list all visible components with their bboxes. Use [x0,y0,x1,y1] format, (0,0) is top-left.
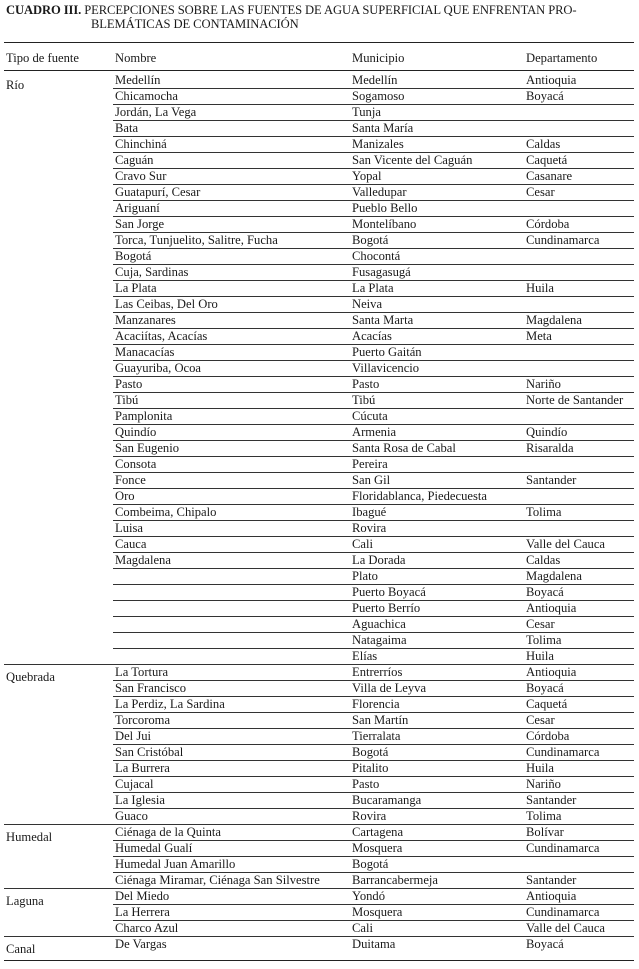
cell-municipio: Entrerríos [352,665,403,679]
cell-municipio: Duitama [352,937,396,951]
cell-departamento: Magdalena [526,569,582,583]
cell-nombre: Medellín [115,73,161,87]
cell-municipio: Fusagasugá [352,265,411,279]
cell-municipio: Acacías [352,329,392,343]
cell-municipio: Tunja [352,105,381,119]
cell-nombre: Cauca [115,537,147,551]
cell-departamento: Casanare [526,169,573,183]
cell-municipio: La Plata [352,281,394,295]
cell-departamento: Antioquia [526,73,577,87]
cell-departamento: Huila [526,281,554,295]
cell-municipio: Cúcuta [352,409,388,423]
cell-departamento: Antioquia [526,665,577,679]
cell-nombre: San Jorge [115,217,165,231]
cell-municipio: Pitalito [352,761,389,775]
cell-departamento: Antioquia [526,889,577,903]
cell-municipio: Santa Marta [352,313,414,327]
cell-nombre: De Vargas [115,937,167,951]
cell-nombre: Manacacías [115,345,175,359]
cell-departamento: Boyacá [526,585,564,599]
cell-departamento: Boyacá [526,89,564,103]
cell-municipio: Chocontá [352,249,401,263]
cell-municipio: Tierralata [352,729,401,743]
cell-municipio: Pasto [352,377,380,391]
cell-municipio: Montelíbano [352,217,417,231]
cell-nombre: Humedal Gualí [115,841,193,855]
header-tipo: Tipo de fuente [6,51,79,65]
cell-municipio: Bucaramanga [352,793,422,807]
header-municipio: Municipio [352,51,405,65]
cell-nombre: Consota [115,457,157,471]
cell-municipio: Manizales [352,137,404,151]
cell-nombre: Humedal Juan Amarillo [115,857,236,871]
cell-nombre: Chinchiná [115,137,167,151]
cell-departamento: Caquetá [526,697,568,711]
cell-departamento: Nariño [526,377,561,391]
cell-municipio: Villavicencio [352,361,420,375]
cell-nombre: Pamplonita [115,409,173,423]
cell-municipio: Pereira [352,457,388,471]
cell-municipio: Bogotá [352,857,389,871]
cell-municipio: Neiva [352,297,383,311]
cell-departamento: Caldas [526,137,561,151]
cell-departamento: Tolima [526,809,562,823]
cell-departamento: Cesar [526,713,555,727]
cell-tipo: Quebrada [6,670,55,684]
cell-departamento: Quindío [526,425,568,439]
cell-municipio: San Martín [352,713,409,727]
cell-nombre: San Eugenio [115,441,180,455]
cell-nombre: Del Miedo [115,889,170,903]
cell-departamento: Valle del Cauca [526,921,606,935]
cell-municipio: Cali [352,921,373,935]
header-rule [4,70,634,71]
cell-nombre: Ariguaní [115,201,160,215]
cell-municipio: Mosquera [352,905,403,919]
cell-nombre: Guaco [115,809,148,823]
cell-municipio: Medellín [352,73,398,87]
cell-departamento: Norte de Santander [526,393,624,407]
cell-municipio: Tibú [352,393,376,407]
cell-departamento: Huila [526,761,554,775]
cell-nombre: Manzanares [115,313,176,327]
cell-municipio: San Gil [352,473,391,487]
cell-departamento: Cundinamarca [526,841,600,855]
cell-nombre: La Burrera [115,761,170,775]
cell-nombre: Cuja, Sardinas [115,265,189,279]
cell-municipio: Pasto [352,777,380,791]
cell-nombre: La Tortura [115,665,169,679]
cell-municipio: Floridablanca, Piedecuesta [352,489,487,503]
cell-nombre: Jordán, La Vega [115,105,197,119]
bottom-rule [4,960,634,961]
cell-municipio: Yopal [352,169,382,183]
cell-departamento: Nariño [526,777,561,791]
cell-municipio: Mosquera [352,841,403,855]
cell-departamento: Cundinamarca [526,233,600,247]
cell-departamento: Tolima [526,633,562,647]
cell-nombre: San Francisco [115,681,186,695]
cell-nombre: La Perdiz, La Sardina [115,697,225,711]
cell-nombre: La Plata [115,281,157,295]
cell-departamento: Boyacá [526,937,564,951]
cell-departamento: Cesar [526,617,555,631]
cell-nombre: Del Jui [115,729,152,743]
cell-departamento: Córdoba [526,729,570,743]
cell-departamento: Tolima [526,505,562,519]
table-caption [6,3,636,31]
cell-departamento: Cesar [526,185,555,199]
cell-municipio: Armenia [352,425,397,439]
cell-nombre: Chicamocha [115,89,178,103]
cell-tipo: Canal [6,942,36,956]
cell-departamento: Caquetá [526,153,568,167]
caption-text-line2: BLEMÁTICAS DE CONTAMINACIÓN [91,17,299,31]
cell-nombre: Las Ceibas, Del Oro [115,297,218,311]
cell-nombre: Fonce [115,473,146,487]
cell-nombre: Magdalena [115,553,171,567]
header-nombre: Nombre [115,51,157,65]
cell-nombre: Ciénaga de la Quinta [115,825,221,839]
cell-municipio: Bogotá [352,745,389,759]
cell-municipio: Pueblo Bello [352,201,418,215]
cell-municipio: Yondó [352,889,386,903]
cell-nombre: Guayuriba, Ocoa [115,361,202,375]
cell-tipo: Humedal [6,830,53,844]
cell-departamento: Bolívar [526,825,564,839]
cell-nombre: Bogotá [115,249,152,263]
cell-nombre: Cravo Sur [115,169,167,183]
cell-departamento: Huila [526,649,554,663]
cell-municipio: Cali [352,537,373,551]
cell-municipio: Bogotá [352,233,389,247]
cell-municipio: Villa de Leyva [352,681,427,695]
cell-municipio: La Dorada [352,553,406,567]
cell-departamento: Caldas [526,553,561,567]
cell-nombre: Combeima, Chipalo [115,505,217,519]
cell-municipio: Santa María [352,121,414,135]
cell-departamento: Magdalena [526,313,582,327]
cell-departamento: Valle del Cauca [526,537,606,551]
cell-municipio: Aguachica [352,617,406,631]
cell-municipio: Rovira [352,521,387,535]
caption-label: CUADRO III. [6,3,82,17]
cell-departamento: Santander [526,473,577,487]
cell-departamento: Cundinamarca [526,905,600,919]
top-rule [4,42,634,43]
cell-departamento: Risaralda [526,441,574,455]
cell-nombre: La Iglesia [115,793,165,807]
cell-municipio: Rovira [352,809,387,823]
cell-nombre: Acaciítas, Acacías [115,329,208,343]
cell-municipio: Puerto Boyacá [352,585,426,599]
cell-nombre: Torca, Tunjuelito, Salitre, Fucha [115,233,278,247]
cell-municipio: Sogamoso [352,89,405,103]
cell-municipio: Cartagena [352,825,404,839]
cell-departamento: Córdoba [526,217,570,231]
cell-nombre: Guatapurí, Cesar [115,185,201,199]
cell-departamento: Meta [526,329,552,343]
cell-nombre: San Cristóbal [115,745,184,759]
cell-municipio: Florencia [352,697,400,711]
cell-nombre: Torcoroma [115,713,171,727]
cell-nombre: Cujacal [115,777,154,791]
cell-departamento: Santander [526,873,577,887]
cell-nombre: Quindío [115,425,157,439]
cell-municipio: Natagaima [352,633,407,647]
cell-nombre: Charco Azul [115,921,179,935]
cell-municipio: Elías [352,649,378,663]
cell-municipio: Valledupar [352,185,407,199]
caption-text-line1: PERCEPCIONES SOBRE LAS FUENTES DE AGUA SUPERFICIAL QUE ENFRENTAN PRO- [84,3,577,17]
cell-departamento: Antioquia [526,601,577,615]
cell-municipio: Puerto Berrío [352,601,421,615]
cell-nombre: Pasto [115,377,143,391]
header-departamento: Departamento [526,51,598,65]
cell-nombre: Tibú [115,393,139,407]
cell-nombre: Caguán [115,153,154,167]
cell-departamento: Cundinamarca [526,745,600,759]
cell-tipo: Río [6,78,25,92]
cell-nombre: Bata [115,121,139,135]
cell-municipio: Puerto Gaitán [352,345,422,359]
cell-nombre: Luisa [115,521,143,535]
cell-municipio: Ibagué [352,505,387,519]
cell-departamento: Santander [526,793,577,807]
cell-nombre: Ciénaga Miramar, Ciénaga San Silvestre [115,873,320,887]
cell-nombre: La Herrera [115,905,170,919]
cell-nombre: Oro [115,489,135,503]
cell-municipio: Barrancabermeja [352,873,438,887]
cell-municipio: Santa Rosa de Cabal [352,441,456,455]
cell-tipo: Laguna [6,894,44,908]
cell-departamento: Boyacá [526,681,564,695]
cell-municipio: San Vicente del Caguán [352,153,473,167]
cell-municipio: Plato [352,569,378,583]
